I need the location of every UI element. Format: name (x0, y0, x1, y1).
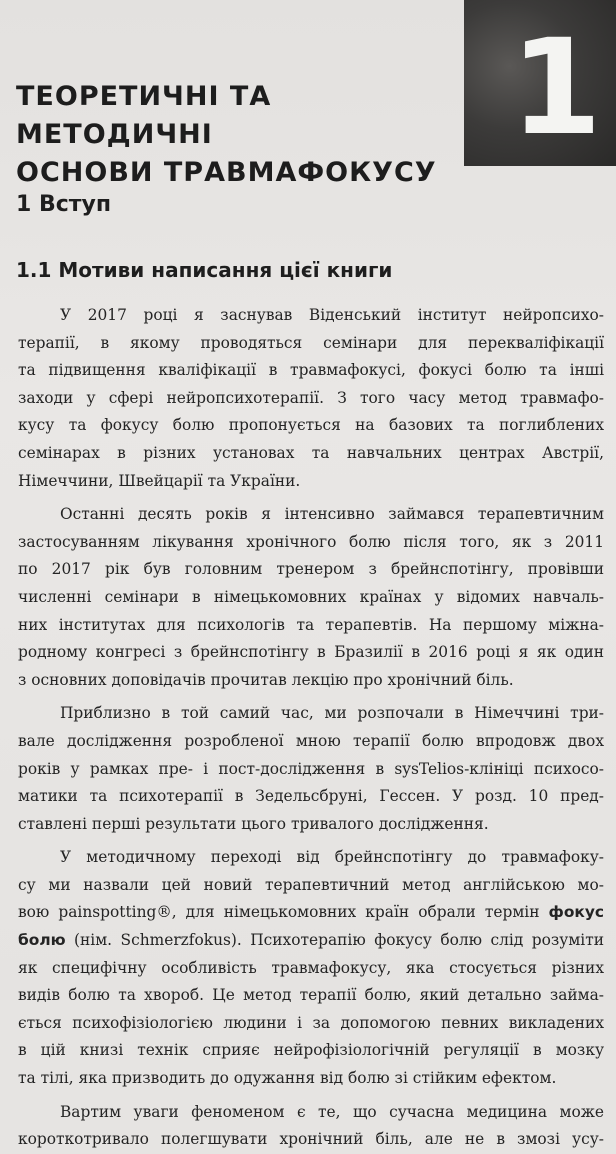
text-run: вою painspotting®, для німецькомовних країн обрали термін (18, 903, 549, 922)
text-line: кусу та фокусу болю пропонується на базових та поглиблених (18, 416, 604, 435)
text-line: вале дослідження розробленої мною терапії болю впродовж двох (18, 731, 604, 750)
text-line: як специфічну особливість травмафокусу, яка стосується різних (18, 958, 604, 977)
text-line: семінарах в різних установах та навчальних центрах Австрії, (18, 443, 604, 462)
chapter-title-line-1: ТЕОРЕТИЧНІ ТА МЕТОДИЧНІ (16, 81, 272, 150)
text-line: У 2017 році я заснував Віденський інститут нейропсихо- (60, 306, 604, 324)
text-line: матики та психотерапії в Зедельсбруні, Гессен. У розд. 10 пред- (18, 787, 604, 806)
chapter-number: 1 (510, 11, 602, 165)
text-line: У методичному переході від брейнспотінгу до травмафоку- (60, 848, 604, 867)
text-line: Останні десять років я інтенсивно займався терапевтичним (60, 505, 604, 524)
text-line: ставлені перші результати цього тривалого дослідження. (18, 814, 489, 833)
text-line: Вартим уваги феноменом є те, що сучасна медицина може (60, 1102, 604, 1121)
text-line: них інститутах для психологів та терапевтів. На першому міжна- (18, 615, 604, 634)
text-line: та підвищення кваліфікації в травмафокусі, фокусі болю та інші (18, 361, 604, 380)
text-line: заходи у сфері нейропсихотерапії. З того часу метод травмафо- (18, 388, 604, 407)
text-line: з основних доповідачів прочитав лекцію про хронічний біль. (18, 670, 514, 689)
chapter-title (16, 78, 446, 192)
text-line (18, 927, 604, 955)
text-line: застосуванням лікування хронічного болю після того, як з 2011 (18, 532, 604, 551)
text-line: терапії, в якому проводяться семінари для перекваліфікації (18, 333, 604, 352)
text-line: родному конгресі з брейнспотінгу в Бразилії в 2016 році я як один (18, 643, 604, 662)
body-text (18, 302, 604, 1154)
text-line: короткотривало полегшувати хронічний біль, але не в змозі усу- (18, 1130, 604, 1149)
paragraph-3 (18, 700, 604, 838)
text-line (18, 899, 604, 927)
text-line: ється психофізіологією людини і за допомогою певних викладених (18, 1013, 604, 1032)
text-line: та тілі, яка призводить до одужання від болю зі стійким ефектом. (18, 1069, 557, 1088)
chapter-number-box (464, 0, 616, 166)
text-line: по 2017 рік був головним тренером з брейнспотінгу, провівши (18, 560, 604, 579)
section-heading: 1 Вступ (16, 192, 112, 217)
term-pain-focus: фокус (548, 903, 604, 922)
text-line: в цій книзі технік сприяє нейрофізіологічній регуляції в мозку (18, 1041, 604, 1060)
paragraph-2 (18, 501, 604, 694)
paragraph-4 (18, 844, 604, 1092)
text-line: видів болю та хвороб. Це метод терапії болю, який детально займа- (18, 986, 604, 1005)
text-line: років у рамках пре- і пост-дослідження в sysTelios-клініці психосо- (18, 759, 604, 778)
text-run: (нім. Schmerzfokus). Психотерапію фокусу болю слід розуміти (65, 931, 604, 950)
subsection-heading: 1.1 Мотиви написання цієї книги (16, 258, 393, 282)
text-line: Німеччини, Швейцарії та України. (18, 471, 301, 490)
text-line: су ми назвали цей новий терапевтичний метод англійською мо- (18, 875, 604, 894)
term-pain-focus-cont: болю (18, 931, 66, 950)
paragraph-1 (18, 302, 604, 495)
chapter-title-line-2: ОСНОВИ ТРАВМАФОКУСУ (16, 157, 437, 188)
paragraph-5 (18, 1099, 604, 1154)
text-line: Приблизно в той самий час, ми розпочали в Німеччині три- (60, 704, 604, 723)
text-line: численні семінари в німецькомовних країнах у відомих навчаль- (18, 587, 604, 606)
